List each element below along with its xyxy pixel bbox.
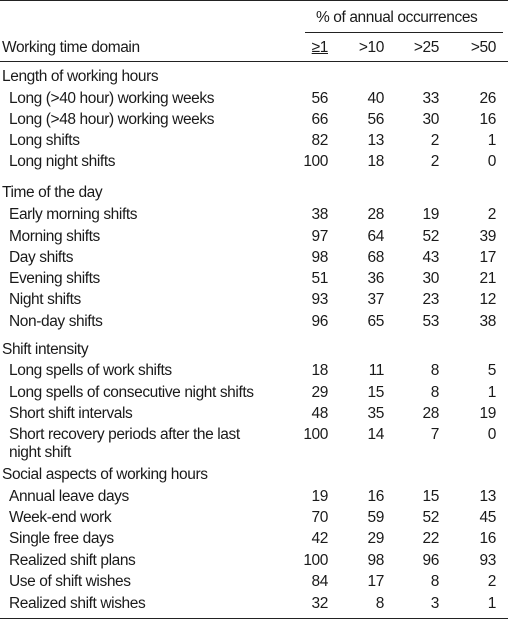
cell-value: 42 bbox=[311, 530, 328, 547]
row-label: Long spells of work shifts bbox=[9, 362, 172, 379]
row-label: Day shifts bbox=[9, 249, 74, 266]
cell-value: 35 bbox=[367, 405, 384, 422]
cell-value: 97 bbox=[311, 228, 328, 245]
cell-value: 64 bbox=[367, 228, 384, 245]
cell-value: 7 bbox=[430, 426, 439, 443]
row-label: Annual leave days bbox=[9, 488, 129, 505]
row-label: Short shift intervals bbox=[9, 405, 133, 422]
cell-value: 0 bbox=[487, 426, 496, 443]
cell-value: 38 bbox=[479, 313, 496, 330]
cell-value: 36 bbox=[367, 270, 384, 287]
cell-value: 28 bbox=[422, 405, 439, 422]
cell-value: 98 bbox=[311, 249, 328, 266]
column-header-gt50: >50 bbox=[470, 39, 496, 56]
column-header-gt10: >10 bbox=[358, 39, 384, 56]
row-label: Week-end work bbox=[9, 509, 112, 526]
cell-value: 2 bbox=[487, 206, 496, 223]
cell-value: 100 bbox=[303, 153, 328, 170]
cell-value: 23 bbox=[422, 291, 439, 308]
cell-value: 70 bbox=[311, 509, 328, 526]
cell-value: 29 bbox=[311, 384, 328, 401]
cell-value: 3 bbox=[430, 595, 439, 612]
cell-value: 8 bbox=[430, 573, 439, 590]
cell-value: 11 bbox=[368, 362, 384, 379]
cell-value: 33 bbox=[422, 90, 439, 107]
cell-value: 1 bbox=[487, 132, 496, 149]
row-label: Evening shifts bbox=[9, 270, 100, 287]
cell-value: 1 bbox=[487, 384, 496, 401]
row-label: Morning shifts bbox=[9, 228, 100, 245]
row-label: Single free days bbox=[9, 530, 114, 547]
cell-value: 84 bbox=[311, 573, 328, 590]
cell-value: 32 bbox=[311, 595, 328, 612]
cell-value: 26 bbox=[479, 90, 496, 107]
column-group-header: % of annual occurrences bbox=[316, 9, 478, 26]
section-title: Length of working hours bbox=[2, 68, 159, 85]
cell-value: 18 bbox=[311, 362, 328, 379]
cell-value: 8 bbox=[430, 384, 439, 401]
cell-value: 37 bbox=[367, 291, 384, 308]
cell-value: 93 bbox=[479, 552, 496, 569]
cell-value: 52 bbox=[422, 509, 439, 526]
cell-value: 13 bbox=[367, 132, 384, 149]
cell-value: 68 bbox=[367, 249, 384, 266]
row-label: Early morning shifts bbox=[9, 206, 138, 223]
cell-value: 65 bbox=[367, 313, 384, 330]
row-label: Use of shift wishes bbox=[9, 573, 131, 590]
cell-value: 18 bbox=[367, 153, 384, 170]
cell-value: 40 bbox=[367, 90, 384, 107]
cell-value: 1 bbox=[487, 595, 496, 612]
cell-value: 100 bbox=[303, 552, 328, 569]
cell-value: 45 bbox=[479, 509, 496, 526]
cell-value: 5 bbox=[487, 362, 496, 379]
cell-value: 48 bbox=[311, 405, 328, 422]
cell-value: 56 bbox=[367, 111, 384, 128]
cell-value: 28 bbox=[367, 206, 384, 223]
cell-value: 19 bbox=[479, 405, 496, 422]
cell-value: 16 bbox=[479, 530, 496, 547]
row-label: Night shifts bbox=[9, 291, 81, 308]
cell-value: 15 bbox=[367, 384, 384, 401]
domain-column-header: Working time domain bbox=[2, 39, 140, 56]
section-title: Time of the day bbox=[2, 184, 103, 201]
cell-value: 19 bbox=[422, 206, 439, 223]
cell-value: 39 bbox=[479, 228, 496, 245]
cell-value: 52 bbox=[422, 228, 439, 245]
cell-value: 96 bbox=[311, 313, 328, 330]
column-header-ge1: ≥1 bbox=[311, 39, 328, 56]
bottom-rule bbox=[0, 618, 508, 619]
cell-value: 2 bbox=[430, 153, 439, 170]
cell-value: 38 bbox=[311, 206, 328, 223]
row-label-continuation: night shift bbox=[9, 444, 71, 461]
cell-value: 51 bbox=[311, 270, 328, 287]
header-rule bbox=[0, 61, 508, 62]
cell-value: 17 bbox=[367, 573, 384, 590]
cell-value: 56 bbox=[311, 90, 328, 107]
column-header-gt25: >25 bbox=[413, 39, 439, 56]
cell-value: 16 bbox=[367, 488, 384, 505]
row-label: Realized shift plans bbox=[9, 552, 136, 569]
cell-value: 29 bbox=[367, 530, 384, 547]
cell-value: 8 bbox=[430, 362, 439, 379]
row-label: Non-day shifts bbox=[9, 313, 103, 330]
cell-value: 15 bbox=[422, 488, 439, 505]
cell-value: 22 bbox=[422, 530, 439, 547]
cell-value: 93 bbox=[311, 291, 328, 308]
cell-value: 30 bbox=[422, 111, 439, 128]
column-group-rule bbox=[305, 32, 503, 33]
cell-value: 59 bbox=[367, 509, 384, 526]
cell-value: 19 bbox=[311, 488, 328, 505]
cell-value: 17 bbox=[479, 249, 496, 266]
row-label: Long night shifts bbox=[9, 153, 116, 170]
cell-value: 16 bbox=[479, 111, 496, 128]
cell-value: 66 bbox=[311, 111, 328, 128]
cell-value: 13 bbox=[479, 488, 496, 505]
cell-value: 82 bbox=[311, 132, 328, 149]
row-label: Long (>48 hour) working weeks bbox=[9, 111, 215, 128]
cell-value: 12 bbox=[479, 291, 496, 308]
cell-value: 98 bbox=[367, 552, 384, 569]
cell-value: 0 bbox=[487, 153, 496, 170]
row-label: Long shifts bbox=[9, 132, 80, 149]
section-title: Shift intensity bbox=[2, 341, 89, 358]
row-label: Short recovery periods after the last bbox=[9, 426, 240, 443]
cell-value: 53 bbox=[422, 313, 439, 330]
cell-value: 30 bbox=[422, 270, 439, 287]
cell-value: 2 bbox=[430, 132, 439, 149]
section-title: Social aspects of working hours bbox=[2, 466, 208, 483]
top-rule bbox=[0, 0, 508, 1]
cell-value: 21 bbox=[479, 270, 496, 287]
cell-value: 43 bbox=[422, 249, 439, 266]
cell-value: 96 bbox=[422, 552, 439, 569]
row-label: Long (>40 hour) working weeks bbox=[9, 90, 215, 107]
cell-value: 2 bbox=[487, 573, 496, 590]
cell-value: 14 bbox=[367, 426, 384, 443]
row-label: Long spells of consecutive night shifts bbox=[9, 384, 254, 401]
row-label: Realized shift wishes bbox=[9, 595, 146, 612]
cell-value: 100 bbox=[303, 426, 328, 443]
cell-value: 8 bbox=[375, 595, 384, 612]
